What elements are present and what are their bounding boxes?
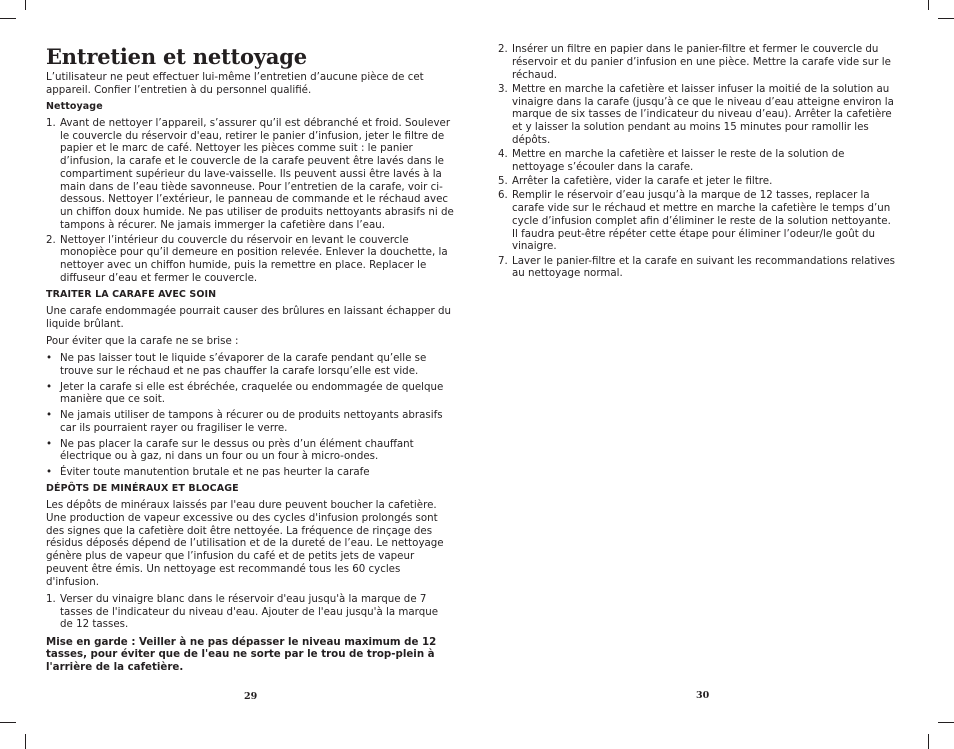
- list-item: 5. Arrêter la cafetière, vider la carafe et jeter le filtre.: [498, 175, 773, 187]
- carafe-paragraph: Pour éviter que la carafe ne se brise :: [46, 334, 239, 347]
- mineral-heading: DÉPÔTS DE MINÉRAUX ET BLOCAGE: [46, 483, 239, 495]
- list-item: 1. Avant de nettoyer l’appareil, s’assurer qu’il est débranché et froid. Soulever le couvercle du réservoir d'eau, retirer le panier d’infusion, jeter le filtre de papier et le marc de café. Nettoyer les pièces comme suit : le panier d’infusion, la carafe et le couvercle de la carafe peuvent être lavés dans le compartiment supérieur du lave-vaisselle. Ils peuvent aussi être lavés à la main dans de l’eau tiède savonneuse. Pour l’entretien de la carafe, voir ci-dessous. Nettoyer l’extérieur, le panneau de commande et le réchaud avec un chiffon doux humide. Ne pas utiliser de produits nettoyants abrasifs ni de tampons à récurer. Ne jamais immerger la cafetière dans l’eau.: [46, 116, 454, 231]
- crop-mark: [928, 734, 929, 749]
- crop-mark: [0, 18, 16, 19]
- crop-mark: [0, 722, 16, 723]
- step-text: Remplir le réservoir d’eau jusqu’à la marque de 12 tasses, replacer la carafe vide sur le réchaud et mettre en marche la cafetière le temps d’un cycle d’infusion complet afin d’éliminer le reste de la solution nettoyante. Il faudra peut-être répéter cette étape pour éliminer l’odeur/le goût du vinaigre.: [512, 189, 891, 253]
- bullet-icon: •: [46, 409, 53, 421]
- step-text: Mettre en marche la cafetière et laisser le reste de la solution de nettoyage s’écouler dans la carafe.: [512, 148, 845, 173]
- crop-mark: [938, 722, 954, 723]
- list-item: • Éviter toute manutention brutale et ne pas heurter la carafe: [46, 466, 370, 478]
- list-item: 2. Insérer un filtre en papier dans le panier-filtre et fermer le couvercle du réservoir et du panier d’infusion en une pièce. Mettre la carafe vide sur le réchaud.: [498, 43, 891, 81]
- list-item: 7. Laver le panier-filtre et la carafe en suivant les recommandations relatives au nettoyage normal.: [498, 254, 895, 280]
- list-item: 4. Mettre en marche la cafetière et laisser le reste de la solution de nettoyage s’écouler dans la carafe.: [498, 148, 845, 173]
- step-text: Verser du vinaigre blanc dans le réservoir d'eau jusqu'à la marque de 7 tasses de l'indicateur du niveau d'eau. Ajouter de l'eau jusqu'à la marque de 12 tasses.: [60, 592, 439, 631]
- page-number: 30: [696, 690, 710, 701]
- step-text: Arrêter la cafetière, vider la carafe et jeter le filtre.: [512, 175, 773, 187]
- warning-paragraph: Mise en garde : Veiller à ne pas dépasser le niveau maximum de 12 tasses, pour éviter que de l'eau ne sorte par le trou de trop-plein à l'arrière de la cafetière.: [46, 635, 437, 673]
- right-column: [498, 43, 898, 285]
- list-item: • Ne pas laisser tout le liquide s’évaporer de la carafe pendant qu’elle se trouve sur le réchaud et ne pas chauffer la carafe lorsqu’elle est vide.: [46, 352, 427, 377]
- list-item: • Jeter la carafe si elle est ébréchée, craquelée ou endommagée de quelque manière que ce soit.: [46, 380, 444, 406]
- intro-paragraph: L’utilisateur ne peut effectuer lui-même l’entretien d’aucune pièce de cet appareil. Confier l’entretien à du personnel qualifié.: [46, 71, 424, 96]
- bullet-icon: •: [46, 466, 53, 478]
- step-text: Mettre en marche la cafetière et laisser infuser la moitié de la solution au vinaigre dans la carafe (jusqu’à ce que le niveau d’eau atteigne environ la marque de six tasses de l’indicateur du niveau d’eau). Arrêter la cafetière et y laisser la solution pendant au moins 15 minutes pour ramollir les dépôts.: [512, 82, 894, 146]
- mineral-paragraph: Les dépôts de minéraux laissés par l'eau dure peuvent boucher la cafetière. Une production de vapeur excessive ou des cycles d'infusion prolongés sont des signes que la cafetière doit être nettoyée. La fréquence de rinçage des résidus déposés dépend de l’utilisation et de la dureté de l’eau. Le nettoyage génère plus de vapeur que l’infusion du café et de petits jets de vapeur peuvent être émis. Un nettoyage est recommandé tous les 60 cycles d'infusion.: [46, 499, 444, 588]
- step-text: Insérer un filtre en papier dans le panier-filtre et fermer le couvercle du réservoir et du panier d’infusion en une pièce. Mettre la carafe vide sur le réchaud.: [512, 43, 891, 81]
- left-column: [46, 71, 454, 678]
- cleaning-steps-list: [46, 117, 454, 285]
- page-number: 29: [244, 691, 258, 702]
- list-item: • Ne jamais utiliser de tampons à récurer ou de produits nettoyants abrasifs car ils pourraient rayer ou fragiliser le verre.: [46, 409, 443, 434]
- crop-mark: [938, 18, 954, 19]
- list-item: 6. Remplir le réservoir d’eau jusqu’à la marque de 12 tasses, replacer la carafe vide sur le réchaud et mettre en marche la cafetière le temps d’un cycle d’infusion complet afin d’éliminer le reste de la solution nettoyante. Il faudra peut-être répéter cette étape pour éliminer l’odeur/le goût du vinaigre.: [498, 189, 891, 253]
- page-title: Entretien et nettoyage: [46, 44, 307, 69]
- list-item: 1. Verser du vinaigre blanc dans le réservoir d'eau jusqu'à la marque de 7 tasses de l'indicateur du niveau d'eau. Ajouter de l'eau jusqu'à la marque de 12 tasses.: [46, 592, 439, 631]
- step-text: Laver le panier-filtre et la carafe en suivant les recommandations relatives au nettoyage normal.: [512, 254, 895, 280]
- carafe-heading: TRAITER LA CARAFE AVEC SOIN: [46, 289, 217, 300]
- carafe-bullet-list: [46, 352, 454, 479]
- descaling-steps-list: [498, 43, 898, 280]
- carafe-paragraph: Une carafe endommagée pourrait causer des brûlures en laissant échapper du liquide brûlant.: [46, 304, 451, 330]
- mineral-steps-list: [46, 593, 454, 631]
- step-text: Nettoyer l’intérieur du couvercle du réservoir en levant le couvercle monopièce pour qu’il demeure en position relevée. Enlever la douchette, la nettoyer avec un chiffon humide, puis la remettre en place. Replacer le diffuseur d’eau et fermer le couvercle.: [60, 233, 448, 284]
- step-text: Avant de nettoyer l’appareil, s’assurer qu’il est débranché et froid. Soulever le couvercle du réservoir d'eau, retirer le panier d’infusion, jeter le filtre de papier et le marc de café. Nettoyer les pièces comme suit : le panier d’infusion, la carafe et le couvercle de la carafe peuvent être lavés dans le compartiment supérieur du lave-vaisselle. Ils peuvent aussi être lavés à la main dans de l’eau tiède savonneuse. Pour l’entretien de la carafe, voir ci-dessous. Nettoyer l’extérieur, le panneau de commande et le réchaud avec un chiffon doux humide. Ne pas utiliser de produits nettoyants abrasifs ni de tampons à récurer. Ne jamais immerger la cafetière dans l’eau.: [60, 116, 454, 231]
- bullet-icon: •: [46, 437, 53, 450]
- bullet-icon: •: [46, 380, 53, 393]
- crop-mark: [25, 0, 26, 10]
- list-item: • Ne pas placer la carafe sur le dessus ou près d’un élément chauffant électrique ou à gaz, ni dans un four ou un four à micro-ondes.: [46, 437, 414, 463]
- list-item: 3. Mettre en marche la cafetière et laisser infuser la moitié de la solution au vinaigre dans la carafe (jusqu’à ce que le niveau d’eau atteigne environ la marque de six tasses de l’indicateur du niveau d’eau). Arrêter la cafetière et y laisser la solution pendant au moins 15 minutes pour ramollir les dépôts.: [498, 82, 894, 146]
- list-item: 2. Nettoyer l’intérieur du couvercle du réservoir en levant le couvercle monopièce pour qu’il demeure en position relevée. Enlever la douchette, la nettoyer avec un chiffon humide, puis la remettre en place. Replacer le diffuseur d’eau et fermer le couvercle.: [46, 233, 448, 284]
- bullet-icon: •: [46, 352, 53, 364]
- crop-mark: [928, 0, 929, 10]
- crop-mark: [25, 734, 26, 749]
- cleaning-heading: Nettoyage: [46, 101, 103, 112]
